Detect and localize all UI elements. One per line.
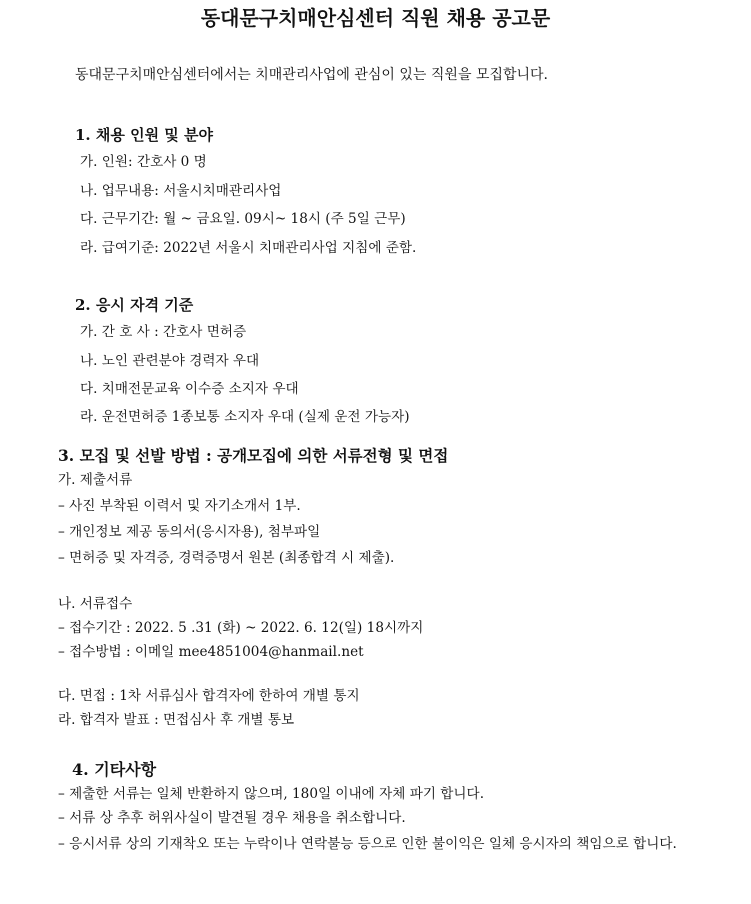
- section1-item: 가. 인원: 간호사 0 명: [80, 154, 207, 170]
- section1-heading: 1. 채용 인원 및 분야: [75, 126, 213, 144]
- section2-item: 라. 운전면허증 1종보통 소지자 우대 (실제 운전 가능자): [80, 409, 410, 425]
- section2-item: 가. 간 호 사 : 간호사 면허증: [80, 324, 247, 340]
- section4-item: – 응시서류 상의 기재착오 또는 누락이나 연락불능 등으로 인한 불이익은 일체 응시자의 책임으로 합니다.: [58, 836, 677, 852]
- docs-item: – 개인정보 제공 동의서(응시자용), 첨부파일: [58, 524, 321, 540]
- section4-item: – 서류 상 추후 허위사실이 발견될 경우 채용을 취소합니다.: [58, 810, 406, 826]
- result-text: 라. 합격자 발표 : 면접심사 후 개별 통보: [58, 712, 295, 728]
- interview-text: 다. 면접 : 1차 서류심사 합격자에 한하여 개별 통지: [58, 688, 360, 704]
- section1-item: 나. 업무내용: 서울시치매관리사업: [80, 183, 282, 199]
- docs-item: – 사진 부착된 이력서 및 자기소개서 1부.: [58, 498, 301, 514]
- section2-item: 나. 노인 관련분야 경력자 우대: [80, 353, 260, 369]
- section3-heading: 3. 모집 및 선발 방법 : 공개모집에 의한 서류전형 및 면접: [58, 446, 449, 465]
- section2-item: 다. 치매전문교육 이수증 소지자 우대: [80, 381, 299, 397]
- page-title: 동대문구치매안심센터 직원 채용 공고문: [200, 6, 551, 30]
- docs-item: – 면허증 및 자격증, 경력증명서 원본 (최종합격 시 제출).: [58, 550, 395, 566]
- section2-heading: 2. 응시 자격 기준: [75, 296, 194, 314]
- receipt-item: – 접수방법 : 이메일 mee4851004@hanmail.net: [58, 644, 364, 660]
- docs-label: 가. 제출서류: [58, 472, 133, 488]
- receipt-label: 나. 서류접수: [58, 596, 133, 612]
- section1-item: 라. 급여기준: 2022년 서울시 치매관리사업 지침에 준함.: [80, 240, 417, 256]
- receipt-item: – 접수기간 : 2022. 5 .31 (화) ~ 2022. 6. 12(일) 18시까지: [58, 620, 424, 636]
- section4-heading: 4. 기타사항: [72, 760, 157, 779]
- intro-text: 동대문구치매안심센터에서는 치매관리사업에 관심이 있는 직원을 모집합니다.: [75, 67, 548, 83]
- section1-item: 다. 근무기간: 월 ~ 금요일. 09시~ 18시 (주 5일 근무): [80, 211, 406, 227]
- section4-item: – 제출한 서류는 일체 반환하지 않으며, 180일 이내에 자체 파기 합니다.: [58, 786, 485, 802]
